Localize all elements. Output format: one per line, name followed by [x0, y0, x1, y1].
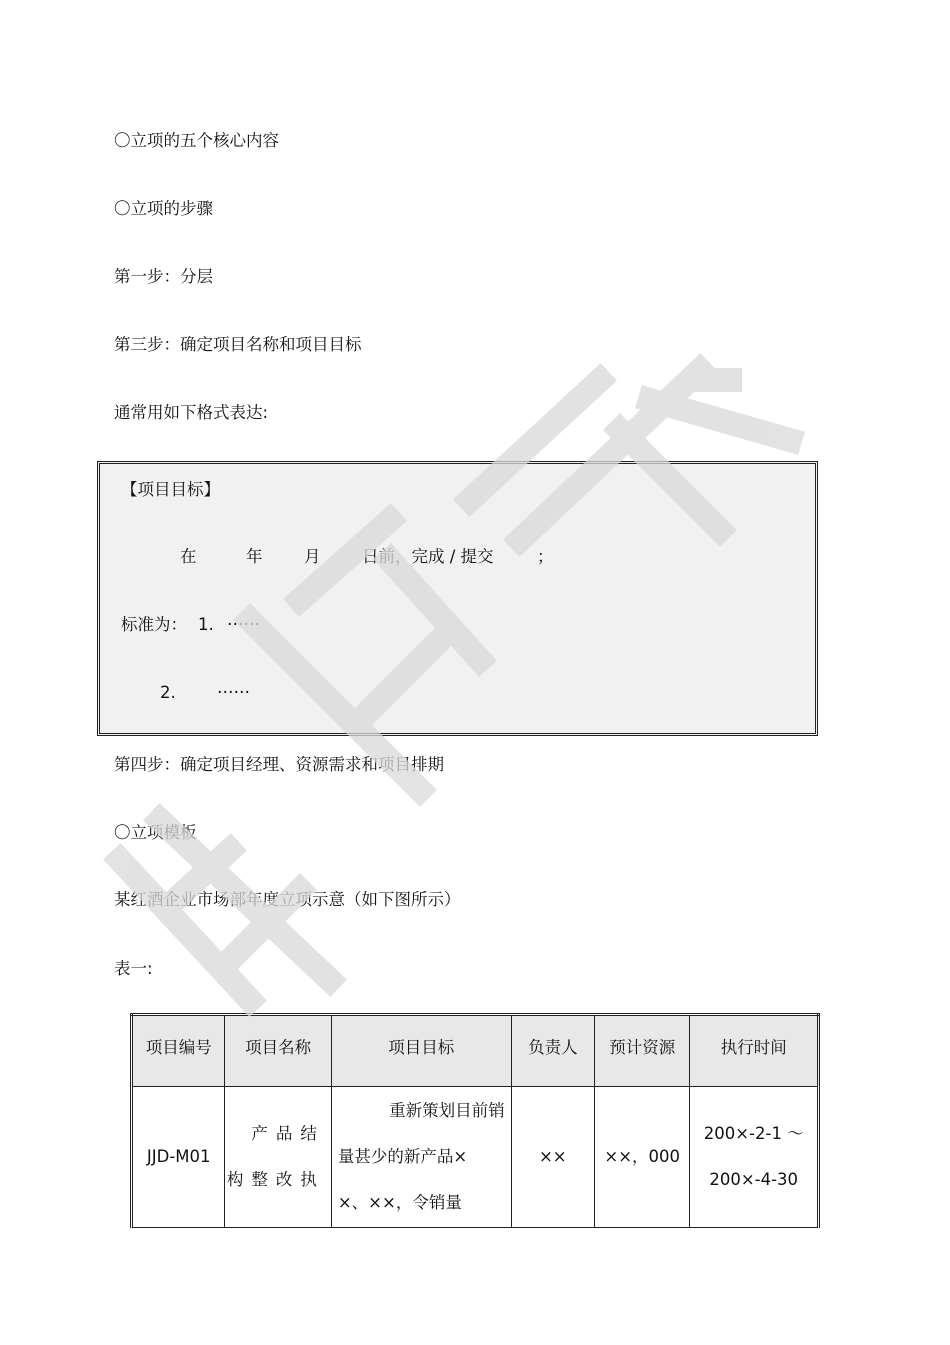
- header-project-goal: 项目目标: [331, 1015, 511, 1087]
- cell-project-goal: [331, 1087, 511, 1228]
- box-word-semicolon: ；: [537, 547, 554, 566]
- box-item-2-text: ……: [217, 678, 250, 697]
- project-table: [130, 1013, 820, 1228]
- heading-core-contents: 〇立项的五个核心内容: [114, 131, 279, 150]
- header-resources: 预计资源: [595, 1015, 690, 1087]
- header-schedule: 执行时间: [690, 1015, 819, 1087]
- step-one: 第一步：分层: [114, 267, 213, 286]
- cell-project-goal-line-3: ×、××，令销量: [337, 1193, 462, 1212]
- header-owner: 负责人: [511, 1015, 594, 1087]
- heading-steps: 〇立项的步骤: [114, 199, 213, 218]
- box-word-yue: 月: [304, 547, 321, 566]
- table-header-row: [132, 1015, 819, 1087]
- cell-owner: ××: [511, 1087, 594, 1228]
- box-item-1-text: ……: [227, 610, 260, 629]
- project-goal-box: [97, 461, 818, 736]
- watermark-stroke: [120, 860, 250, 1000]
- table-label: 表一:: [114, 959, 153, 978]
- cell-project-goal-line-1: 重新策划目前销: [389, 1101, 505, 1120]
- cell-resources: ××，000: [595, 1087, 690, 1228]
- cell-project-name: [225, 1087, 331, 1228]
- cell-schedule-line-2: 200×-4-30: [709, 1170, 799, 1189]
- cell-schedule-line-1: 200×-2-1 ～: [703, 1124, 804, 1143]
- cell-project-name-line-2: 构整改执: [226, 1170, 325, 1189]
- watermark-stroke: [650, 400, 790, 440]
- box-item-1-number: 1.: [198, 615, 214, 634]
- cell-project-name-line-1: 产品结: [251, 1124, 325, 1143]
- box-word-rest: 日前，完成 / 提交: [362, 547, 494, 566]
- box-item-2-number: 2.: [160, 683, 176, 702]
- step-four: 第四步：确定项目经理、资源需求和项目排期: [114, 755, 444, 774]
- step-three: 第三步：确定项目名称和项目目标: [114, 335, 362, 354]
- table-row: [132, 1087, 819, 1228]
- cell-schedule: [690, 1087, 819, 1228]
- cell-project-goal-line-2: 量甚少的新产品×: [337, 1147, 468, 1166]
- box-heading: 【项目目标】: [121, 480, 220, 499]
- box-word-zai: 在: [180, 547, 197, 566]
- header-project-id: 项目编号: [132, 1015, 225, 1087]
- box-standard-label: 标准为：: [121, 615, 187, 634]
- header-project-name: 项目名称: [225, 1015, 331, 1087]
- heading-template: 〇立项模板: [114, 823, 197, 842]
- cell-project-id: JJD-M01: [132, 1087, 225, 1228]
- box-word-nian: 年: [246, 547, 263, 566]
- format-intro: 通常用如下格式表达:: [114, 403, 269, 422]
- example-caption: 某红酒企业市场部年度立项示意（如下图所示）: [114, 890, 461, 909]
